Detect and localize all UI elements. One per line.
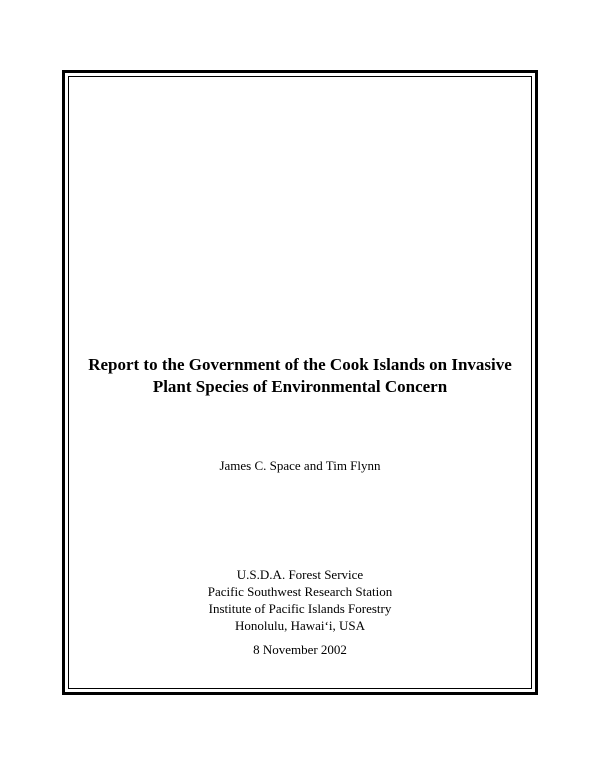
affiliation-block: [0, 566, 600, 634]
title-line-1: Report to the Government of the Cook Islands on Invasive: [88, 355, 512, 374]
authors: James C. Space and Tim Flynn: [219, 458, 381, 473]
affiliation-line-2: Pacific Southwest Research Station: [207, 584, 393, 599]
affiliation-line-3: Institute of Pacific Islands Forestry: [208, 601, 392, 616]
report-date: 8 November 2002: [253, 642, 347, 657]
affiliation-line-1: U.S.D.A. Forest Service: [236, 567, 364, 582]
report-title: [0, 354, 600, 398]
title-line-2: Plant Species of Environmental Concern: [152, 377, 448, 396]
affiliation-line-4: Honolulu, Hawai‘i, USA: [235, 618, 365, 633]
